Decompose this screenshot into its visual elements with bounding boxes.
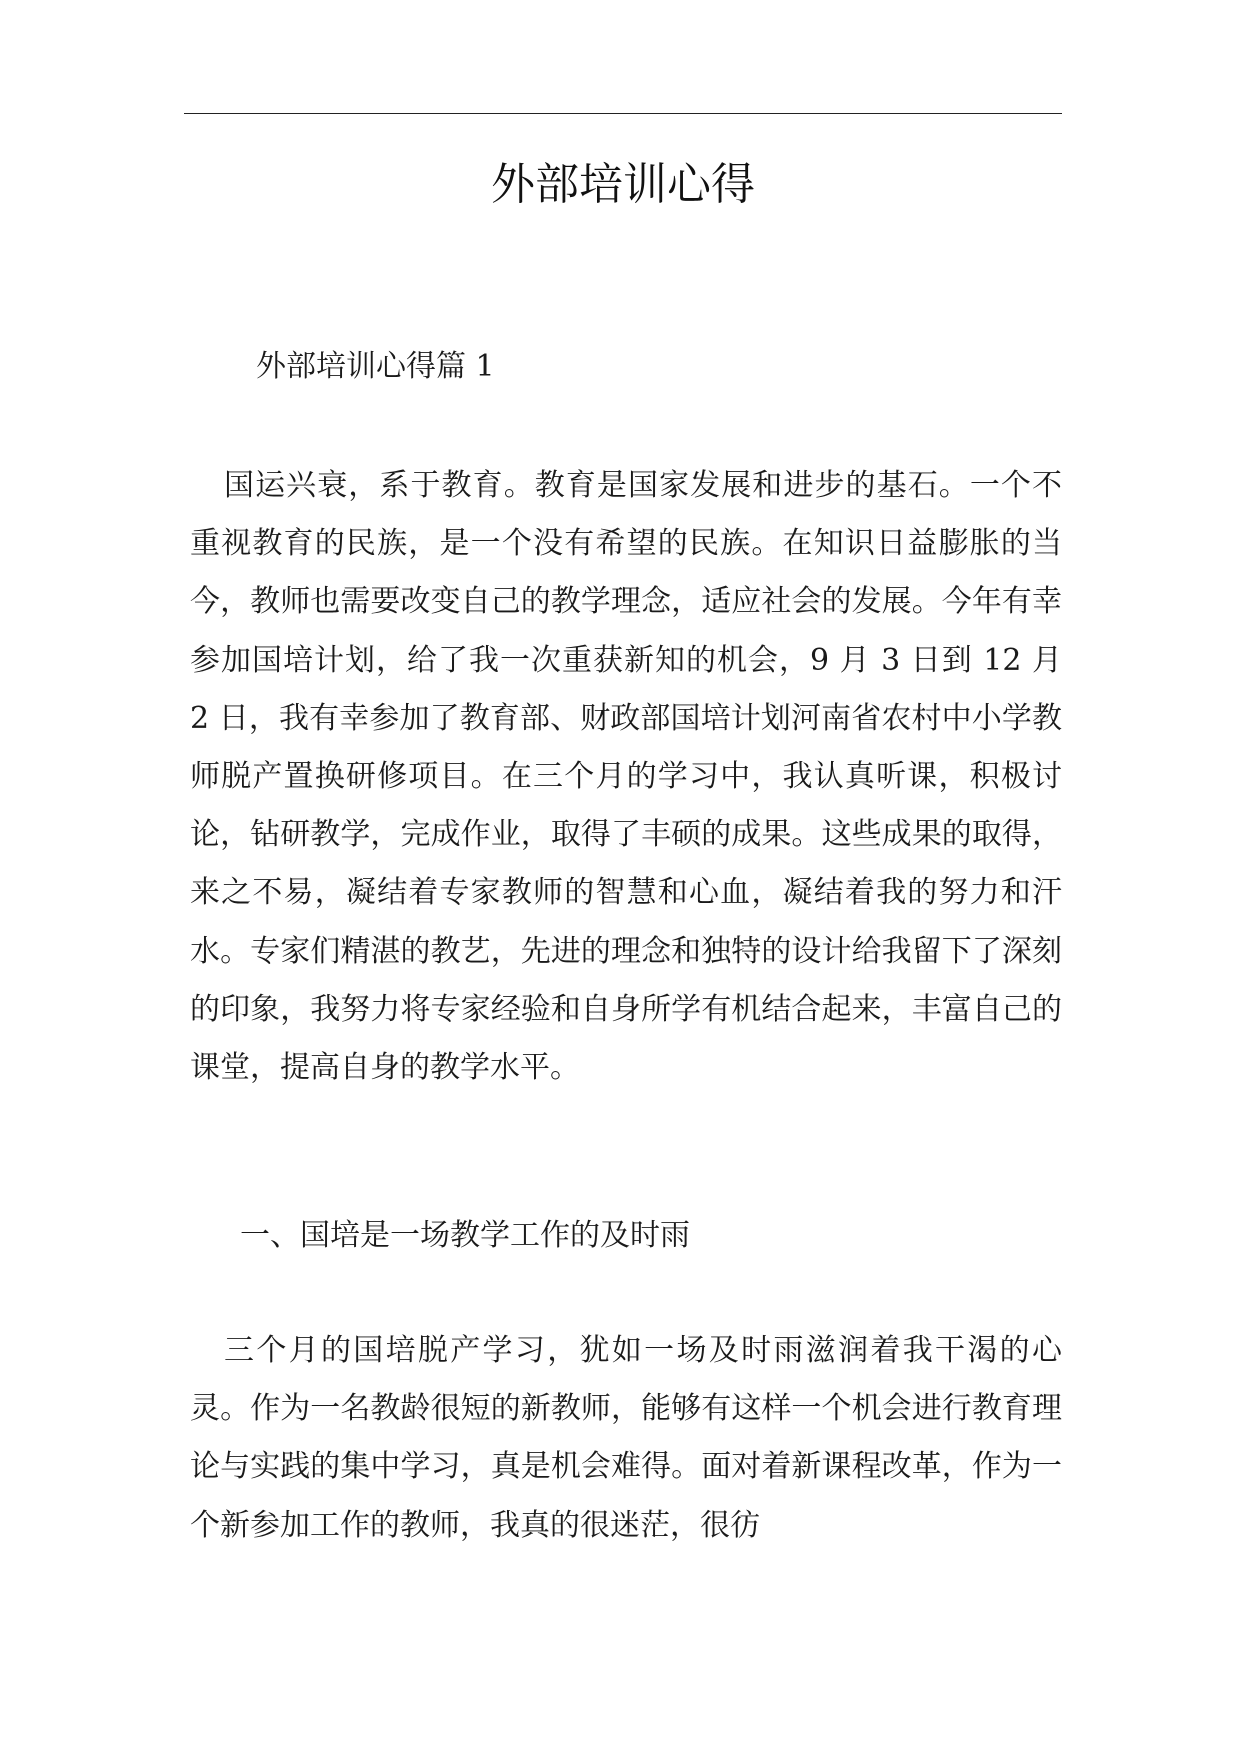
section-heading: 外部培训心得篇 1 <box>256 349 495 384</box>
header-rule <box>184 113 1062 114</box>
paragraph-1: 国运兴衰，系于教育。教育是国家发展和进步的基石。一个不重视教育的民族，是一个没有希望的民族。在知识日益膨胀的当今，教师也需要改变自己的教学理念，适应社会的发展。今年有幸参加国培计划，给了我一次重获新知的机会，9 月 3 日到 12 月 2 日，我有幸参加了教育部、财政部国培计划河南省农村中小学教师脱产置换研修项目。在三个月的学习中，我认真听课，积极讨论，钻研教学，完成作业，取得了丰硕的成果。这些成果的取得，来之不易，凝结着专家教师的智慧和心血，凝结着我的努力和汗水。专家们精湛的教艺，先进的理念和独特的设计给我留下了深刻的印象，我努力将专家经验和自身所学有机结合起来，丰富自己的课堂，提高自身的教学水平。 <box>190 468 1062 1086</box>
document-title: 外部培训心得 <box>491 159 755 210</box>
subheading-1: 一、国培是一场教学工作的及时雨 <box>240 1218 690 1253</box>
paragraph-2: 三个月的国培脱产学习，犹如一场及时雨滋润着我干渴的心灵。作为一名教龄很短的新教师，能够有这样一个机会进行教育理论与实践的集中学习，真是机会难得。面对着新课程改革，作为一个新参加工作的教师，我真的很迷茫，很彷 <box>190 1333 1062 1543</box>
